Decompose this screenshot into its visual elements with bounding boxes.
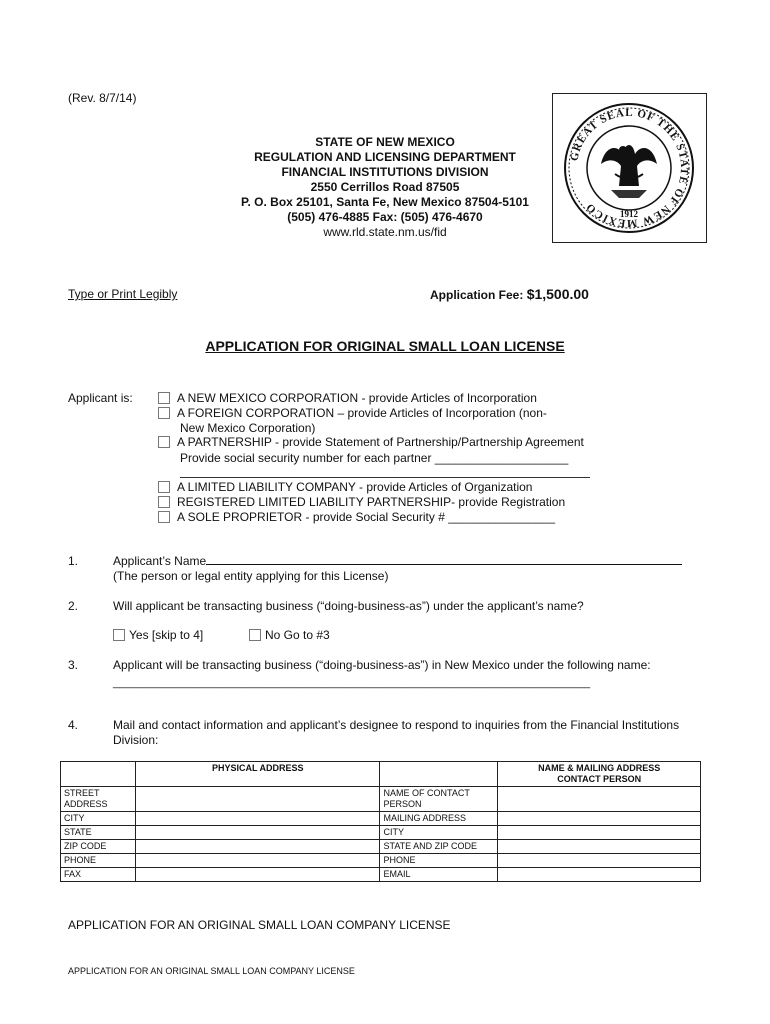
row-label: STATE AND ZIP CODE [380, 840, 498, 854]
applicant-name-label: Applicant’s Name [113, 554, 207, 568]
option-foreign-corporation-cont: New Mexico Corporation) [180, 421, 316, 435]
option-nm-corporation[interactable]: A NEW MEXICO CORPORATION - provide Articles of Incorporation [158, 391, 537, 406]
header-phone-fax: (505) 476-4885 Fax: (505) 476-4670 [287, 210, 483, 224]
question-2-number: 2. [68, 599, 79, 613]
header-url: www.rld.state.nm.us/fid [323, 225, 447, 239]
table-row [61, 840, 701, 854]
contact-email-cell[interactable] [498, 868, 701, 882]
table-row [61, 868, 701, 882]
fee-label: Application Fee [430, 288, 520, 302]
checkbox-partnership[interactable] [158, 436, 170, 448]
dba-name-field[interactable]: ______________________________________________________________________________ [113, 677, 591, 689]
row-label: MAILING ADDRESS [380, 812, 498, 826]
fee-colon: : [519, 288, 527, 302]
question-2-text: Will applicant be transacting business (“doing-business-as”) under the applicant’s name? [113, 599, 584, 613]
state-cell[interactable] [135, 826, 380, 840]
zip-code-cell[interactable] [135, 840, 380, 854]
question-4-number: 4. [68, 718, 79, 732]
question-1 [113, 554, 682, 584]
city-cell[interactable] [135, 812, 380, 826]
contact-info-table [60, 761, 701, 882]
contact-name-cell[interactable] [498, 787, 701, 812]
physical-address-header: PHYSICAL ADDRESS [135, 762, 380, 787]
header-po-box: P. O. Box 25101, Santa Fe, New Mexico 87504-5101 [241, 195, 529, 209]
divider-line [180, 477, 590, 478]
checkbox-llp[interactable] [158, 496, 170, 508]
option-llp[interactable]: REGISTERED LIMITED LIABILITY PARTNERSHIP- provide Registration [158, 495, 565, 510]
checkbox-llc[interactable] [158, 481, 170, 493]
row-label: STREET ADDRESS [61, 787, 136, 812]
revision-date: (Rev. 8/7/14) [68, 91, 137, 105]
street-address-cell[interactable] [135, 787, 380, 812]
row-label: FAX [61, 868, 136, 882]
application-fee [430, 286, 589, 302]
question-3-number: 3. [68, 658, 79, 672]
partner-ssn-line[interactable]: Provide social security number for each partner ____________________ [180, 451, 569, 465]
applicant-name-field[interactable] [206, 554, 682, 565]
row-label: PHONE [380, 854, 498, 868]
header-state: STATE OF NEW MEXICO [315, 135, 455, 149]
row-label: PHONE [61, 854, 136, 868]
yes-option[interactable]: Yes [skip to 4] [113, 628, 203, 642]
option-partnership[interactable]: A PARTNERSHIP - provide Statement of Partnership/Partnership Agreement [158, 435, 584, 450]
option-foreign-corporation[interactable]: A FOREIGN CORPORATION – provide Articles of Incorporation (non- [158, 406, 547, 421]
table-row [61, 812, 701, 826]
checkbox-sole-proprietor[interactable] [158, 511, 170, 523]
applicant-name-hint: (The person or legal entity applying for this License) [113, 569, 389, 583]
table-header-row [61, 762, 701, 787]
row-label: CITY [61, 812, 136, 826]
row-label: NAME OF CONTACT PERSON [380, 787, 498, 812]
row-label: CITY [380, 826, 498, 840]
contact-phone-cell[interactable] [498, 854, 701, 868]
header-division: FINANCIAL INSTITUTIONS DIVISION [281, 165, 489, 179]
page-footer-title: APPLICATION FOR AN ORIGINAL SMALL LOAN COMPANY LICENSE [68, 918, 451, 932]
table-row [61, 854, 701, 868]
question-1-number: 1. [68, 554, 79, 568]
option-sole-proprietor[interactable]: A SOLE PROPRIETOR - provide Social Security # ________________ [158, 510, 555, 525]
phone-cell[interactable] [135, 854, 380, 868]
fee-amount: $1,500.00 [526, 286, 589, 302]
page-footer-running: APPLICATION FOR AN ORIGINAL SMALL LOAN COMPANY LICENSE [68, 966, 355, 976]
no-option[interactable]: No Go to #3 [249, 628, 330, 642]
checkbox-foreign-corporation[interactable] [158, 407, 170, 419]
fax-cell[interactable] [135, 868, 380, 882]
checkbox-no[interactable] [249, 629, 261, 641]
header-street: 2550 Cerrillos Road 87505 [310, 180, 460, 194]
row-label: EMAIL [380, 868, 498, 882]
contact-state-zip-cell[interactable] [498, 840, 701, 854]
row-label: ZIP CODE [61, 840, 136, 854]
seal-ring-text: GREAT SEAL OF THE STATE OF NEW MEXICO [568, 106, 691, 230]
mailing-address-cell[interactable] [498, 812, 701, 826]
question-3-text: Applicant will be transacting business (“doing-business-as”) in New Mexico under the following name: [113, 658, 651, 672]
type-or-print-note: Type or Print Legibly [68, 287, 178, 301]
question-4-text: Mail and contact information and applicant’s designee to respond to inquiries from the Financial Institutions Division: [113, 718, 680, 747]
header-department: REGULATION AND LICENSING DEPARTMENT [254, 150, 516, 164]
checkbox-yes[interactable] [113, 629, 125, 641]
table-row [61, 787, 701, 812]
agency-header [0, 135, 770, 240]
form-title: APPLICATION FOR ORIGINAL SMALL LOAN LICENSE [205, 338, 565, 354]
checkbox-nm-corporation[interactable] [158, 392, 170, 404]
applicant-type-label: Applicant is: [68, 391, 133, 405]
row-label: STATE [61, 826, 136, 840]
table-row [61, 826, 701, 840]
seal-year: 1912 [620, 209, 638, 219]
option-llc[interactable]: A LIMITED LIABILITY COMPANY - provide Articles of Organization [158, 480, 532, 495]
contact-person-header: NAME & MAILING ADDRESS CONTACT PERSON [498, 762, 701, 787]
contact-city-cell[interactable] [498, 826, 701, 840]
